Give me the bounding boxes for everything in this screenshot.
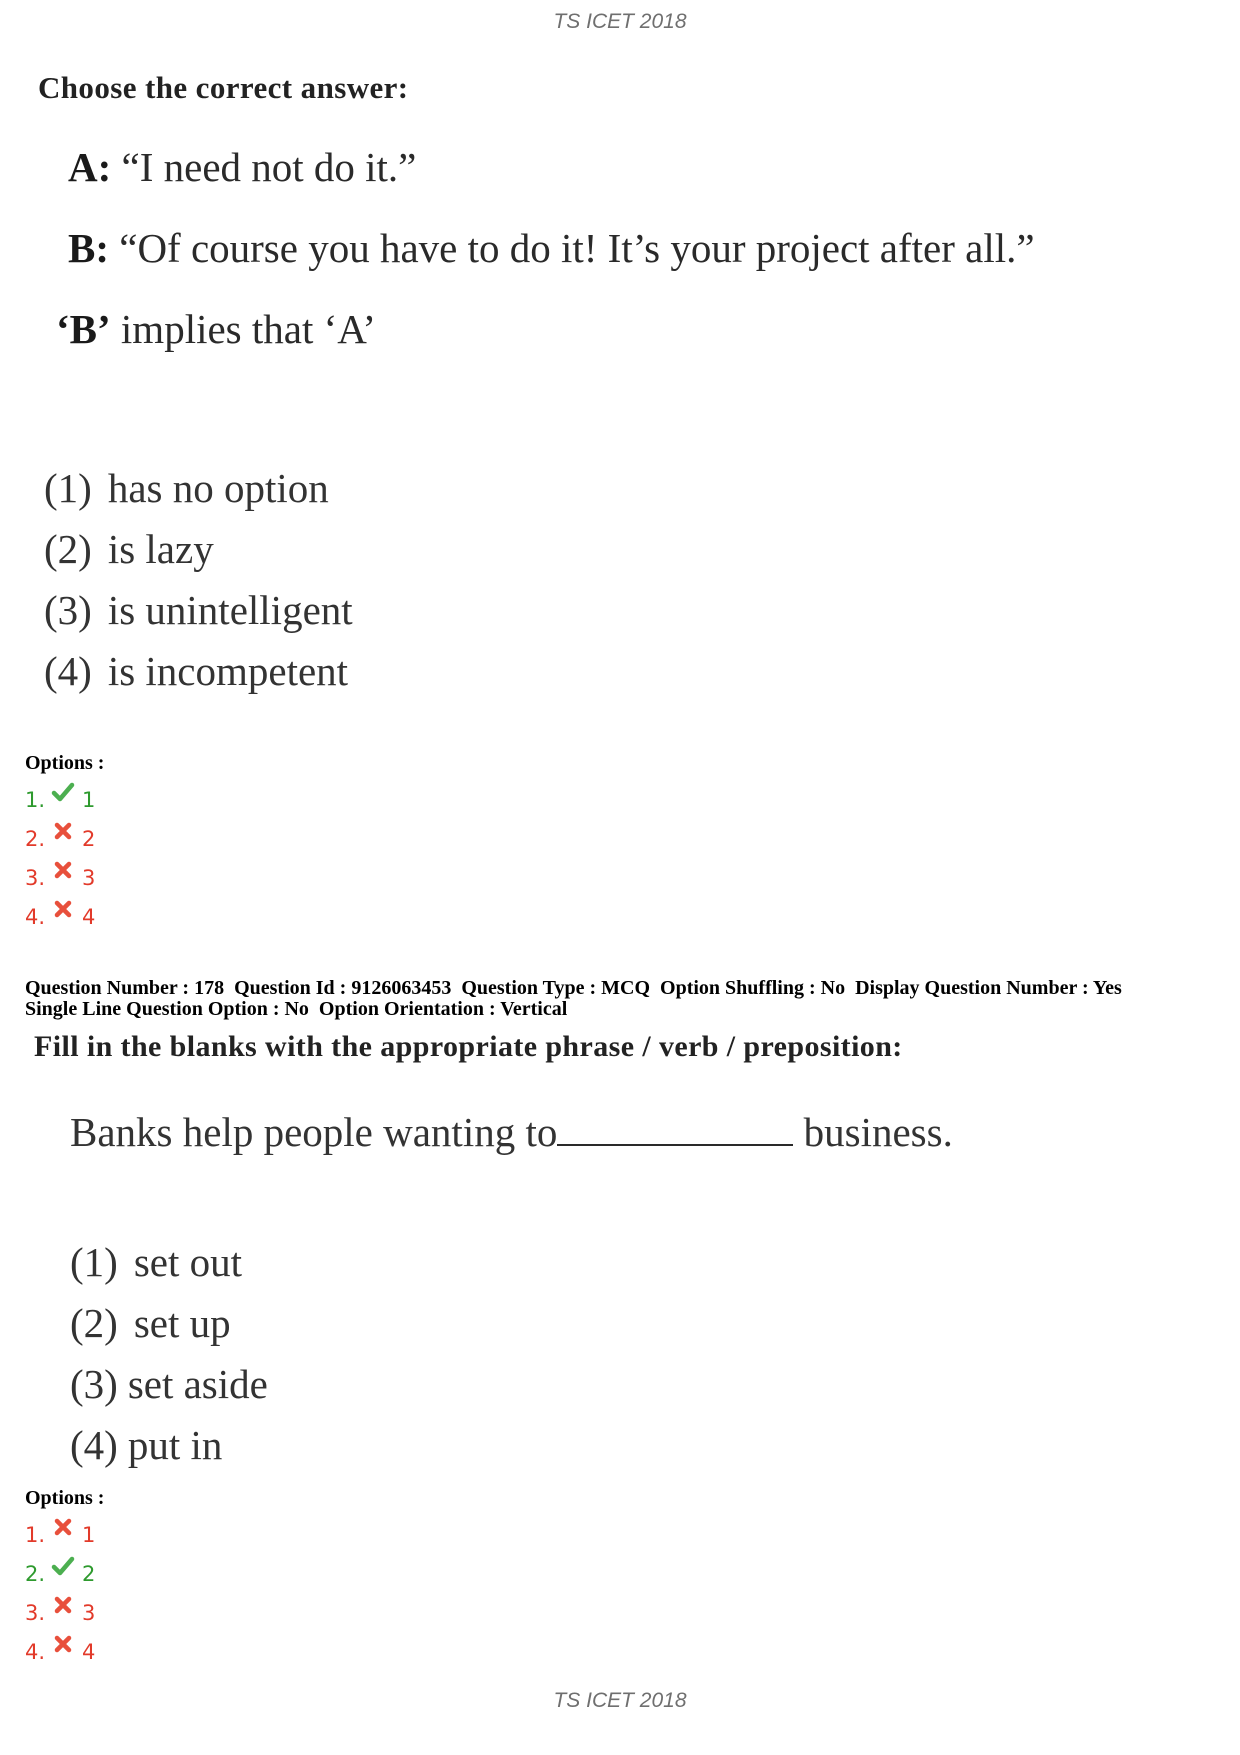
option-value: 3	[82, 1601, 96, 1625]
question-2-instruction: Fill in the blanks with the appropriate phrase / verb / preposition:	[34, 1030, 903, 1063]
stem-text: implies that ‘A’	[120, 306, 376, 352]
question-2-sentence	[70, 1108, 953, 1156]
check-icon	[51, 1554, 75, 1578]
speaker-b-text: “Of course you have to do it! It’s your project after all.”	[119, 225, 1035, 271]
speaker-b-label: B:	[68, 225, 109, 271]
question-2-choice	[70, 1421, 222, 1469]
question-2-meta-line-1: Question Number : 178 Question Id : 9126063453 Question Type : MCQ Option Shuffling : No Display Question Number : Yes	[25, 977, 1122, 999]
option-value: 1	[82, 1523, 96, 1547]
option-index: 3.	[25, 1601, 46, 1625]
question-2-choice	[70, 1360, 268, 1408]
question-1-choice	[44, 525, 214, 573]
cross-icon	[51, 897, 75, 921]
option-value: 4	[82, 1640, 96, 1664]
choice-text: is unintelligent	[107, 587, 353, 633]
choice-number: (1)	[44, 465, 92, 511]
speaker-a-label: A:	[68, 144, 112, 190]
option-index: 3.	[25, 866, 46, 890]
question-1-choice	[44, 464, 329, 512]
question-2-choice	[70, 1238, 242, 1286]
option-value: 1	[82, 788, 96, 812]
choice-text: is incompetent	[107, 648, 349, 694]
option-index: 4.	[25, 1640, 46, 1664]
choice-text: set out	[133, 1239, 242, 1285]
choice-number: (1)	[70, 1239, 118, 1285]
question-1-stem	[56, 305, 376, 353]
stem-bold: ‘B’	[56, 306, 111, 352]
question-1-choice	[44, 586, 353, 634]
cross-icon	[51, 1632, 75, 1656]
option-value: 4	[82, 905, 96, 929]
question-2-choice	[70, 1299, 231, 1347]
question-1-instruction: Choose the correct answer:	[38, 70, 409, 105]
question-2-meta-line-2: Single Line Question Option : No Option Orientation : Vertical	[25, 998, 568, 1020]
choice-number: (4)	[44, 648, 92, 694]
option-index: 1.	[25, 788, 46, 812]
cross-icon	[51, 858, 75, 882]
option-value: 3	[82, 866, 96, 890]
sentence-after: business.	[803, 1109, 953, 1155]
choice-number: (2)	[70, 1300, 118, 1346]
choice-number: (3)	[70, 1361, 118, 1407]
option-index: 4.	[25, 905, 46, 929]
choice-number: (4)	[70, 1422, 118, 1468]
option-value: 2	[82, 827, 96, 851]
cross-icon	[51, 1593, 75, 1617]
cross-icon	[51, 819, 75, 843]
option-index: 1.	[25, 1523, 46, 1547]
choice-text: set up	[133, 1300, 231, 1346]
question-1-choice	[44, 647, 348, 695]
check-icon	[51, 780, 75, 804]
choice-number: (2)	[44, 526, 92, 572]
choice-text: is lazy	[107, 526, 214, 572]
speaker-a-text: “I need not do it.”	[121, 144, 417, 190]
option-index: 2.	[25, 1562, 46, 1586]
option-index: 2.	[25, 827, 46, 851]
option-value: 2	[82, 1562, 96, 1586]
question-1-line-b	[68, 224, 1035, 272]
page-footer: TS ICET 2018	[553, 1689, 687, 1712]
question-2-options-label: Options :	[25, 1487, 105, 1509]
choice-text: put in	[127, 1422, 223, 1468]
answer-blank	[557, 1112, 793, 1146]
choice-text: has no option	[107, 465, 329, 511]
sentence-before: Banks help people wanting to	[70, 1109, 558, 1155]
choice-number: (3)	[44, 587, 92, 633]
page-header: TS ICET 2018	[553, 10, 687, 33]
question-1-line-a	[68, 143, 416, 191]
cross-icon	[51, 1515, 75, 1539]
question-1-options-label: Options :	[25, 752, 105, 774]
choice-text: set aside	[127, 1361, 268, 1407]
